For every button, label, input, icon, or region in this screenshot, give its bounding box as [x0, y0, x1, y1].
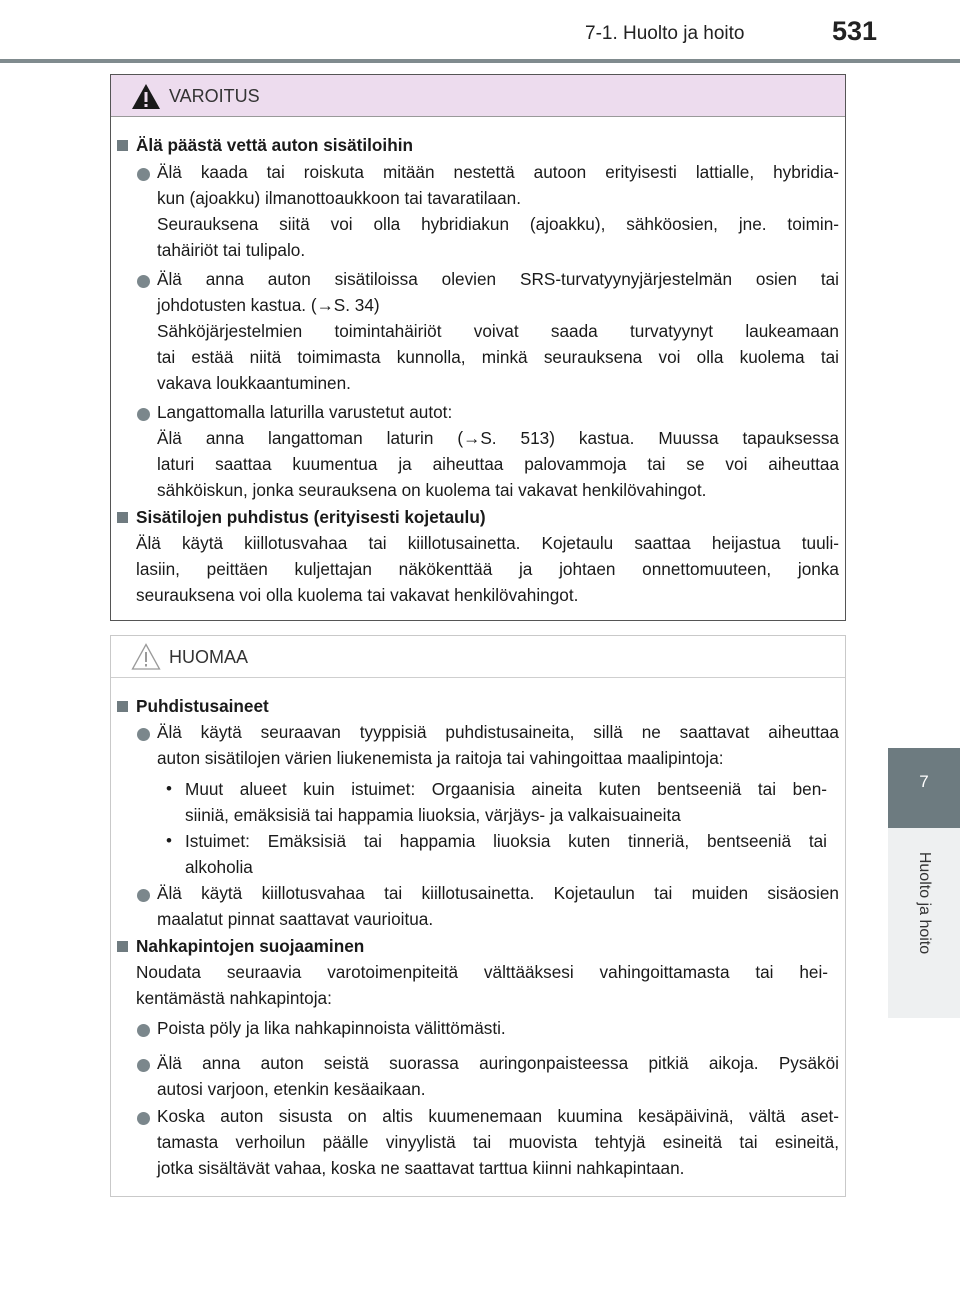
text-line: Älä käytä seuraavan tyyppisiä puhdistusaineita, sillä ne saattavat aiheuttaa: [157, 722, 839, 742]
warning-heading-water: Älä päästä vettä auton sisätiloihin: [136, 135, 413, 155]
text-line: sähköiskun, jonka seurauksena on kuolema tai vakavat henkilövahingot.: [157, 480, 707, 500]
text-line: alkoholia: [185, 857, 253, 877]
text-line: Seurauksena siitä voi olla hybridiakun (ajoakku), sähköosien, jne. toimin-: [157, 214, 839, 234]
text-line: lasiin, peittäen kuljettajan näkökenttää ja johtaen onnettomuuteen, jonka: [136, 559, 839, 579]
bullet-dot-icon: [137, 889, 150, 902]
section-square-icon: [117, 140, 128, 151]
warning-title-bar: [111, 75, 845, 117]
text-line: kentämästä nahkapintoja:: [136, 988, 332, 1008]
section-square-icon: [117, 701, 128, 712]
text-line: Noudata seuraavia varotoimenpiteitä välttääksesi vahingoittamasta tai hei-: [136, 962, 828, 982]
header-section-title: 7-1. Huolto ja hoito: [585, 23, 745, 44]
sub-bullet: •: [166, 831, 172, 850]
sub-bullet: •: [166, 779, 172, 798]
text-line: Istuimet: Emäksisiä tai happamia liuoksia kuten tinneriä, bentseeniä tai: [185, 831, 827, 851]
text-line: Älä anna langattoman laturin (→S. 513) kastua. Muussa tapauksessa: [157, 428, 839, 448]
section-square-icon: [117, 941, 128, 952]
notice-title: HUOMAA: [169, 647, 249, 667]
text-line: Älä kaada tai roiskuta mitään nestettä autoon erityisesti lattialle, hybridia-: [157, 162, 839, 182]
text-line: johdotusten kastua. (→S. 34): [157, 295, 380, 315]
caution-triangle-outline-icon: [131, 642, 161, 671]
bullet-dot-icon: [137, 275, 150, 288]
text-line: Älä anna auton seistä suorassa auringonpaisteessa pitkiä aikoja. Pysäköi: [157, 1053, 839, 1073]
chapter-number: 7: [919, 772, 929, 791]
warning-triangle-icon: [131, 83, 161, 110]
notice-heading-cleaners: Puhdistusaineet: [136, 696, 269, 716]
text-line: autosi varjoon, etenkin kesäaikaan.: [157, 1079, 426, 1099]
warning-title: VAROITUS: [169, 86, 260, 106]
bullet-dot-icon: [137, 1059, 150, 1072]
section-square-icon: [117, 512, 128, 523]
text-line: siiniä, emäksisiä tai happamia liuoksia, värjäys- ja valkaisuaineita: [185, 805, 681, 825]
text-line: Langattomalla laturilla varustetut autot:: [157, 402, 453, 422]
text-line: laturi saattaa kuumentua ja aiheuttaa palovammoja tai se voi aiheuttaa: [157, 454, 839, 474]
warning-heading-cleaning: Sisätilojen puhdistus (erityisesti kojetaulu): [136, 507, 486, 527]
text-line: Älä käytä kiillotusvahaa tai kiillotusainetta. Kojetaulu saattaa heijastua tuuli-: [136, 533, 839, 553]
text-line: Älä käytä kiillotusvahaa tai kiillotusainetta. Kojetaulun tai muiden sisäosien: [157, 883, 839, 903]
text-line: jotka sisältävät vahaa, koska ne saattavat tarttua kiinni nahkapintaan.: [157, 1158, 685, 1178]
warning-box: [110, 74, 846, 621]
text-line: Koska auton sisusta on altis kuumenemaan kuumina kesäpäivinä, vältä aset-: [157, 1106, 839, 1126]
bullet-dot-icon: [137, 728, 150, 741]
chapter-tab: [888, 748, 960, 828]
text-line: Poista pöly ja lika nahkapinnoista välittömästi.: [157, 1018, 506, 1038]
text-line: tamasta verhoilun päälle vinyylistä tai muovista tehtyjä esineitä tai esineitä,: [157, 1132, 839, 1152]
text-line: auton sisätilojen värien liukenemista ja raitoja tai vahingoittaa maalipintoja:: [157, 748, 724, 768]
notice-title-bar: [111, 636, 845, 678]
bullet-dot-icon: [137, 1024, 150, 1037]
header-rule: [0, 59, 960, 63]
page-number: 531: [832, 16, 878, 46]
text-line: maalatut pinnat saattavat vaurioitua.: [157, 909, 434, 929]
text-line: Muut alueet kuin istuimet: Orgaanisia aineita kuten bentseeniä tai ben-: [185, 779, 827, 799]
text-line: kun (ajoakku) ilmanottoaukkoon tai tavaratilaan.: [157, 188, 522, 208]
text-line: tahäiriöt tai tulipalo.: [157, 240, 306, 260]
bullet-dot-icon: [137, 168, 150, 181]
notice-box: [110, 635, 846, 1197]
chapter-label: Huolto ja hoito: [916, 851, 933, 955]
text-line: seurauksena voi olla kuolema tai vakavat henkilövahingot.: [136, 585, 579, 605]
notice-heading-leather: Nahkapintojen suojaaminen: [136, 936, 365, 956]
text-line: Sähköjärjestelmien toimintahäiriöt voivat saada turvatyynyt laukeamaan: [157, 321, 839, 341]
text-line: Älä anna auton sisätiloissa olevien SRS-turvatyynyjärjestelmän osien tai: [157, 269, 839, 289]
text-line: vakava loukkaantuminen.: [157, 373, 351, 393]
bullet-dot-icon: [137, 1112, 150, 1125]
bullet-dot-icon: [137, 408, 150, 421]
text-line: tai estää niitä toimimasta kunnolla, minkä seurauksena voi olla kuolema tai: [157, 347, 839, 367]
